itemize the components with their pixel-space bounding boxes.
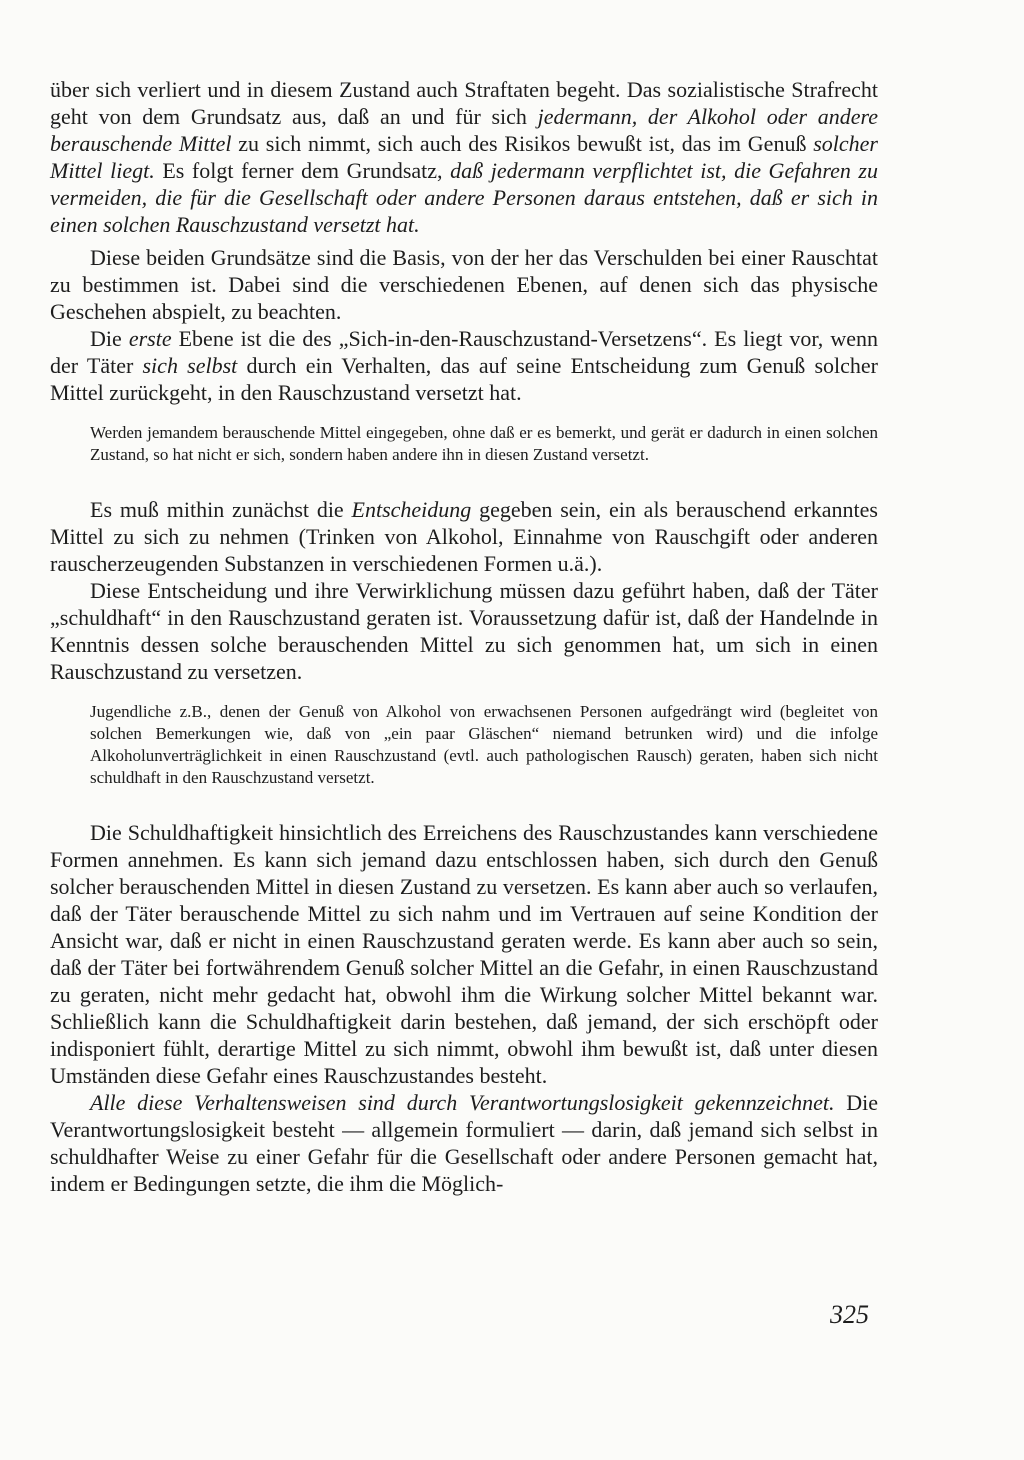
paragraph-6: Die Schuldhaftigkeit hinsichtlich des Erreichens des Rauschzustandes kann verschiedene Formen annehmen. Es kann sich jemand dazu entschlossen haben, sich durch den Genuß solcher berauschenden Mittel in diesen Zustand zu versetzen. Es kann aber auch so verlaufen, daß der Täter berauschende Mittel zu sich nahm und im Vertrauen auf seine Kondition der Ansicht war, daß er nicht in einen Rauschzustand geraten werde. Es kann aber auch so sein, daß der Täter bei fortwährendem Genuß solcher Mittel an die Gefahr, in einen Rauschzustand zu geraten, nicht mehr gedacht hat, obwohl ihm die Wirkung solcher Mittel bekannt war. Schließlich kann die Schuldhaftigkeit darin bestehen, daß jemand, der sich erschöpft oder indisponiert fühlt, derartige Mittel zu sich nimmt, obwohl ihm bewußt ist, daß unter diesen Umständen diese Gefahr eines Rauschzustandes besteht. bbox=[50, 820, 878, 1088]
paragraph-4: Es muß mithin zunächst die Entscheidung gegeben sein, ein als berauschend erkanntes Mittel zu sich zu nehmen (Trinken von Alkohol, Einnahme von Rauschgift oder anderen rauscherzeugenden Substanzen in verschiedenen Formen u.ä.). bbox=[50, 497, 878, 576]
text-column bbox=[50, 76, 878, 1197]
paragraph-3: Die erste Ebene ist die des „Sich-in-den-Rauschzustand-Versetzens“. Es liegt vor, wenn der Täter sich selbst durch ein Verhalten, das auf seine Entscheidung zum Genuß solcher Mittel zurückgeht, in den Rauschzustand versetzt hat. bbox=[50, 326, 878, 405]
paragraph-5: Diese Entscheidung und ihre Verwirklichung müssen dazu geführt haben, daß der Täter „schuldhaft“ in den Rauschzustand geraten ist. Voraussetzung dafür ist, daß der Handelnde in Kenntnis dessen solche berauschenden Mittel zu sich genommen hat, um sich in einen Rauschzustand zu versetzen. bbox=[50, 578, 878, 684]
paragraph-1: über sich verliert und in diesem Zustand auch Straftaten begeht. Das sozialistische Strafrecht geht von dem Grundsatz aus, daß an und für sich jedermann, der Alkohol oder andere berauschende Mittel zu sich nimmt, sich auch des Risikos bewußt ist, das im Genuß solcher Mittel liegt. Es folgt ferner dem Grundsatz, daß jedermann verpflichtet ist, die Gefahren zu vermeiden, die für die Gesellschaft oder andere Personen daraus entstehen, daß er sich in einen solchen Rauschzustand versetzt hat. bbox=[50, 77, 878, 237]
paragraph-2: Diese beiden Grundsätze sind die Basis, von der her das Verschulden bei einer Rauschtat zu bestimmen ist. Dabei sind die verschiedenen Ebenen, auf denen sich das physische Geschehen abspielt, zu beachten. bbox=[50, 245, 878, 324]
example-note-2: Jugendliche z.B., denen der Genuß von Alkohol von erwachsenen Personen aufgedrängt wird (begleitet von solchen Bemerkungen wie, daß von „ein paar Gläschen“ niemand betrunken wird) und die infolge Alkoholunverträglichkeit in einen Rauschzustand (evtl. auch pathologischen Rausch) geraten, haben sich nicht schuldhaft in den Rauschzustand versetzt. bbox=[90, 702, 878, 787]
example-note-1: Werden jemandem berauschende Mittel eingegeben, ohne daß er es bemerkt, und gerät er dadurch in einen solchen Zustand, so hat nicht er sich, sondern haben andere ihn in diesen Zustand versetzt. bbox=[90, 423, 878, 464]
page-number: 325 bbox=[830, 1300, 869, 1329]
paragraph-7: Alle diese Verhaltensweisen sind durch Verantwortungslosigkeit gekennzeichnet. Die Verantwortungslosigkeit besteht — allgemein formuliert — darin, daß jemand sich selbst in schuldhafter Weise zu einer Gefahr für die Gesellschaft oder andere Personen gemacht hat, indem er Bedingungen setzte, die ihm die Möglich- bbox=[50, 1090, 879, 1196]
